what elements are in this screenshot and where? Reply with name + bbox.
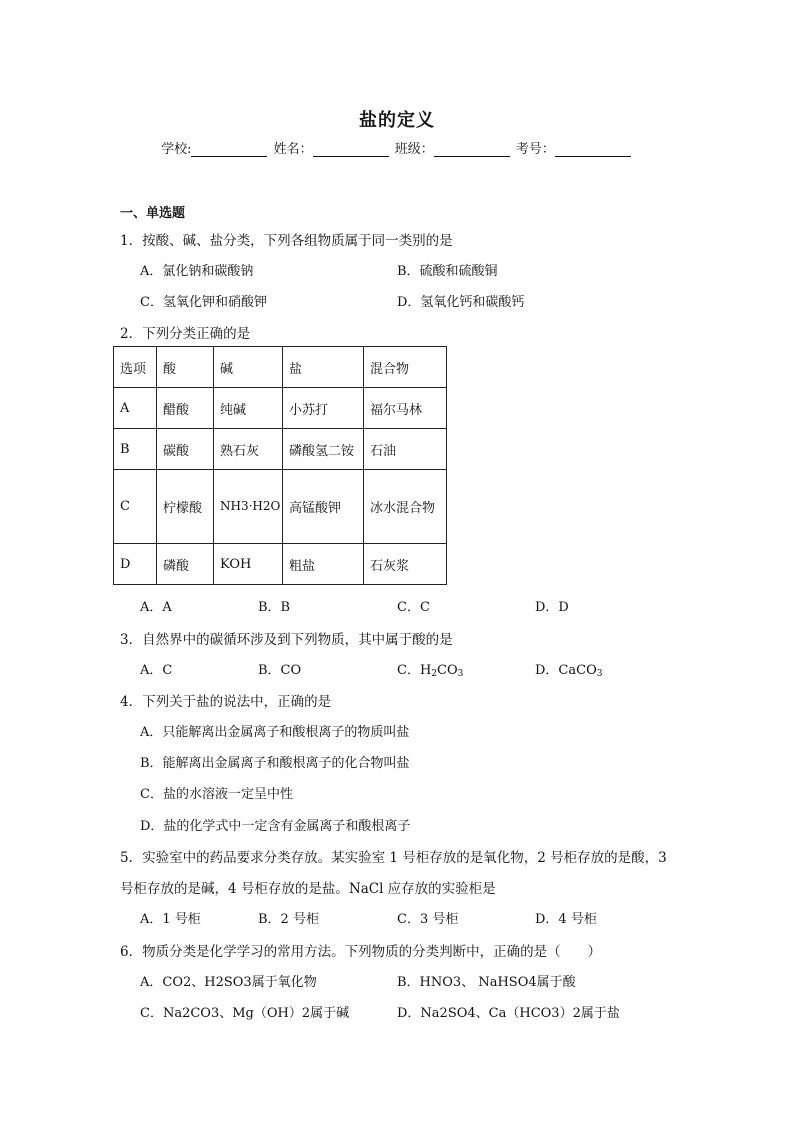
exam-no-blank: [555, 142, 631, 157]
name-label: 姓名：: [273, 142, 313, 157]
q3-stem: 3．自然界中的碳循环涉及到下列物质，其中属于酸的是: [120, 632, 453, 648]
q6-option-a: A．CO2、H2SO3属于氧化物: [140, 975, 317, 990]
q1-option-c: C．氢氧化钾和硝酸钾: [140, 295, 267, 310]
q1-option-a: A．氯化钠和碳酸钠: [140, 264, 254, 279]
q3-option-a: A．C: [140, 663, 173, 678]
table-cell: 石灰浆: [364, 544, 447, 585]
table-header-cell: 混合物: [364, 347, 447, 388]
table-cell: D: [114, 544, 157, 585]
table-header-cell: 选项: [114, 347, 157, 388]
q2-option-a: A．A: [140, 600, 172, 615]
q2-option-c: C．C: [397, 600, 430, 615]
q5-stem-line1: 5．实验室中的药品要求分类存放。某实验室 1 号柜存放的是氧化物，2 号柜存放的是酸，3: [120, 850, 667, 866]
class-label: 班级：: [394, 142, 434, 157]
q5-option-c: C．3 号柜: [397, 912, 459, 927]
q5-option-a: A．1 号柜: [140, 912, 201, 927]
table-cell: 冰水混合物: [364, 470, 447, 544]
table-cell: 熟石灰: [214, 429, 283, 470]
table-header-cell: 碱: [214, 347, 283, 388]
table-cell: C: [114, 470, 157, 544]
table-row: [114, 470, 447, 544]
class-blank: [434, 142, 510, 157]
table-cell: KOH: [214, 544, 283, 585]
q4-option-c: C．盐的水溶液一定呈中性: [140, 787, 293, 802]
q2-option-d: D．D: [535, 600, 569, 615]
school-blank: [191, 142, 267, 157]
table-cell: 小苏打: [283, 388, 364, 429]
q1-stem: 1．按酸、碱、盐分类，下列各组物质属于同一类别的是: [120, 233, 453, 249]
nh3-h2o-formula: NH3·H2O: [220, 499, 281, 513]
q4-stem: 4．下列关于盐的说法中，正确的是: [120, 694, 332, 710]
table-cell: 磷酸氢二铵: [283, 429, 364, 470]
table-cell: 高锰酸钾: [283, 470, 364, 544]
q3-option-b: B．CO: [258, 663, 302, 678]
table-cell: 磷酸: [157, 544, 214, 585]
table-cell: 柠檬酸: [157, 470, 214, 544]
q1-option-d: D．氢氧化钙和碳酸钙: [397, 295, 525, 310]
q5-stem-line2: 号柜存放的是碱，4 号柜存放的是盐。NaCl 应存放的实验柜是: [120, 881, 496, 897]
q5-option-b: B．2 号柜: [258, 912, 319, 927]
table-cell: B: [114, 429, 157, 470]
q6-option-b: B．HNO3、 NaHSO4属于酸: [397, 975, 576, 990]
table-row: [114, 429, 447, 470]
school-label: 学校:: [161, 142, 192, 157]
table-cell: 醋酸: [157, 388, 214, 429]
q3-option-c: C．$H_2CO_3$: [397, 663, 464, 679]
q6-option-c: C．Na2CO3、Mg（OH）2属于碱: [140, 1006, 350, 1021]
table-cell: 福尔马林: [364, 388, 447, 429]
q3-option-d: D．CaCO$_3$: [535, 663, 603, 679]
classification-table: [113, 346, 447, 585]
q5-option-d: D．4 号柜: [535, 912, 597, 927]
table-cell: [214, 470, 283, 544]
exam-no-label: 考号：: [515, 142, 555, 157]
table-cell: 粗盐: [283, 544, 364, 585]
q2-stem: 2．下列分类正确的是: [120, 326, 251, 342]
table-cell: A: [114, 388, 157, 429]
table-header-row: [114, 347, 447, 388]
name-blank: [313, 142, 389, 157]
table-cell: 碳酸: [157, 429, 214, 470]
q4-option-b: B．能解离出金属离子和酸根离子的化合物叫盐: [140, 756, 410, 771]
table-row: [114, 544, 447, 585]
table-header-cell: 酸: [157, 347, 214, 388]
q2-option-b: B．B: [258, 600, 291, 615]
q4-option-d: D．盐的化学式中一定含有金属离子和酸根离子: [140, 819, 411, 834]
q6-stem: 6．物质分类是化学学习的常用方法。下列物质的分类判断中，正确的是（ ）: [120, 944, 602, 960]
table-row: [114, 388, 447, 429]
table-header-cell: 盐: [283, 347, 364, 388]
table-cell: 石油: [364, 429, 447, 470]
page-title: 盐的定义: [359, 110, 435, 131]
q6-option-d: D．Na2SO4、Ca（HCO3）2属于盐: [397, 1006, 620, 1021]
table-cell: 纯碱: [214, 388, 283, 429]
q1-option-b: B．硫酸和硫酸铜: [397, 264, 498, 279]
section-title: 一、单选题: [120, 206, 186, 221]
student-info: [0, 138, 794, 157]
q4-option-a: A．只能解离出金属离子和酸根离子的物质叫盐: [140, 725, 410, 740]
